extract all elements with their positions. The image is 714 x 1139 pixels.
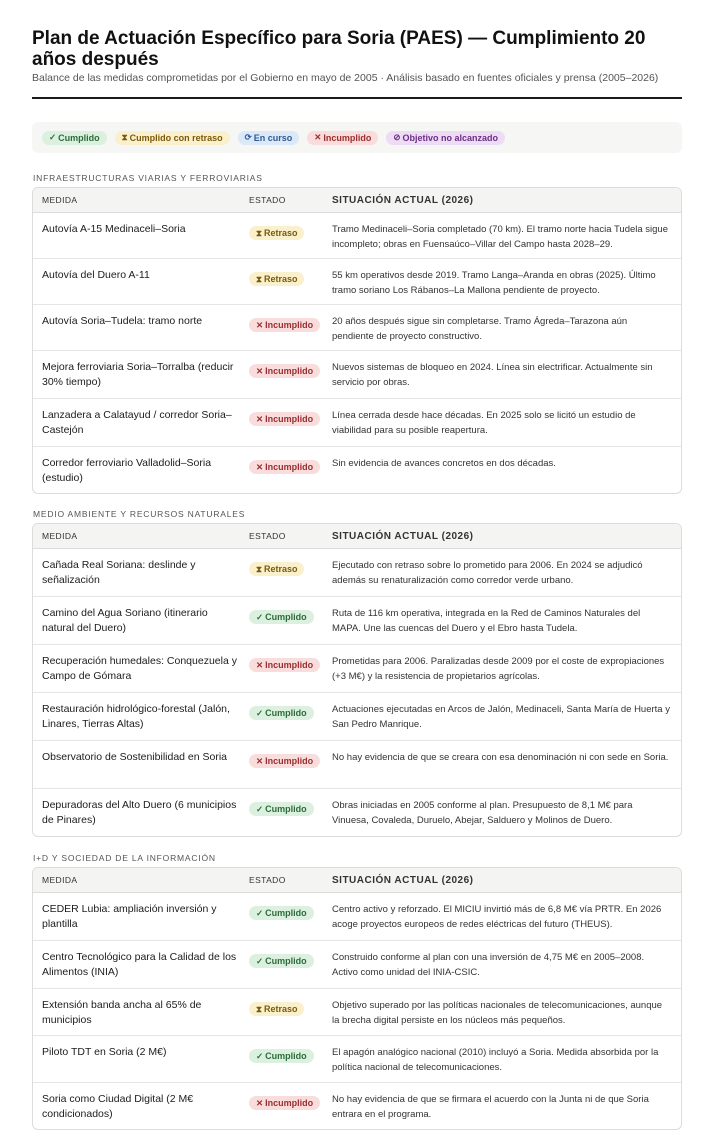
current-situation: Prometidas para 2006. Paralizadas desde 2009 por el coste de expropiaciones (+3 M€) y la resistencia de propietarios agrícolas. — [332, 656, 665, 682]
status-cell — [241, 693, 332, 740]
column-header-estado: ESTADO — [249, 875, 286, 885]
status-label: Cumplido — [265, 1051, 307, 1062]
table-row — [33, 1083, 681, 1129]
status-legend — [32, 122, 682, 153]
table-row — [33, 259, 681, 305]
measure-name: Autovía Soria–Tudela: tramo norte — [42, 315, 203, 327]
status-label: Incumplido — [265, 414, 314, 425]
column-header-situacion: SITUACIÓN ACTUAL (2026) — [332, 194, 474, 206]
status-badge-cumplido — [249, 706, 314, 720]
measure-name: Extensión banda ancha al 65% de municipios — [42, 999, 202, 1026]
table-row — [33, 1036, 681, 1083]
legend-item-cumplido — [42, 131, 107, 145]
legend-item-incumplido — [307, 131, 378, 145]
status-badge-cumplido — [249, 802, 314, 816]
status-cell — [241, 1036, 332, 1082]
table-row — [33, 351, 681, 399]
legend-item-retraso — [115, 131, 230, 145]
status-cell — [241, 259, 332, 304]
table-row — [33, 447, 681, 493]
check-icon: ✓ — [49, 132, 57, 143]
status-badge-cumplido — [249, 906, 314, 920]
status-label: Incumplido — [265, 756, 314, 767]
measure-name: CEDER Lubia: ampliación inversión y plantilla — [42, 903, 217, 930]
check-icon: ✓ — [256, 908, 264, 918]
current-situation: Ejecutado con retraso sobre lo prometido para 2006. En 2024 se adjudicó además su renaturalización como corredor verde urbano. — [332, 560, 643, 586]
hourglass-icon: ⧗ — [256, 274, 262, 284]
measure-name: Camino del Agua Soriano (itinerario natural del Duero) — [42, 607, 208, 634]
current-situation: Obras iniciadas en 2005 conforme al plan. Presupuesto de 8,1 M€ para Vinuesa, Covaleda, Duruelo, Abejar, Salduero y Molinos de Duero. — [332, 800, 633, 826]
measure-name: Mejora ferroviaria Soria–Torralba (reducir 30% tiempo) — [42, 361, 234, 388]
hourglass-icon: ⧗ — [256, 564, 262, 574]
status-badge-retraso — [249, 562, 304, 576]
table-row — [33, 399, 681, 447]
section-label: INFRAESTRUCTURAS VIARIAS Y FERROVIARIAS — [33, 173, 263, 183]
refresh-icon: ⟳ — [244, 132, 252, 143]
table-row — [33, 741, 681, 789]
current-situation: Sin evidencia de avances concretos en dos décadas. — [332, 458, 556, 469]
check-icon: ✓ — [256, 708, 264, 718]
status-label: Cumplido — [265, 804, 307, 815]
status-badge-incumplido — [249, 658, 320, 672]
page-subtitle: Balance de las medidas comprometidas por el Gobierno en mayo de 2005 · Análisis basado en fuentes oficiales y prensa (2005–2026) — [32, 72, 659, 84]
cross-icon: ✕ — [256, 756, 264, 766]
legend-item-noalcanzado — [386, 131, 505, 145]
status-cell — [241, 1083, 332, 1129]
cross-icon: ✕ — [256, 414, 264, 424]
status-cell — [241, 549, 332, 596]
status-cell — [241, 789, 332, 836]
measures-table — [32, 187, 682, 494]
cross-icon: ✕ — [256, 320, 264, 330]
status-cell — [241, 989, 332, 1035]
measure-name: Observatorio de Sostenibilidad en Soria — [42, 751, 228, 763]
table-row — [33, 213, 681, 259]
check-icon: ✓ — [256, 1051, 264, 1061]
status-label: Retraso — [263, 228, 298, 239]
status-cell — [241, 597, 332, 644]
status-badge-retraso — [249, 226, 304, 240]
check-icon: ✓ — [256, 804, 264, 814]
hourglass-icon: ⧗ — [256, 228, 262, 238]
status-label: Cumplido — [265, 612, 307, 623]
measure-name: Soria como Ciudad Digital (2 M€ condicionados) — [42, 1093, 194, 1120]
status-label: Incumplido — [323, 132, 372, 143]
cross-icon: ✕ — [256, 1098, 264, 1108]
measure-name: Restauración hidrológico-forestal (Jalón, Linares, Tierras Altas) — [42, 703, 230, 730]
hourglass-icon: ⧗ — [256, 1004, 262, 1014]
table-row — [33, 305, 681, 351]
status-label: En curso — [253, 132, 293, 143]
current-situation: 20 años después sigue sin completarse. Tramo Ágreda–Tarazona aún pendiente de proyecto constructivo. — [332, 316, 628, 342]
table-row — [33, 941, 681, 989]
measure-name: Autovía del Duero A-11 — [42, 269, 150, 281]
status-cell — [241, 645, 332, 692]
status-label: Cumplido con retraso — [129, 132, 223, 143]
status-badge-incumplido — [249, 318, 320, 332]
status-label: Objetivo no alcanzado — [402, 132, 499, 143]
current-situation: No hay evidencia de que se firmara el acuerdo con la Junta ni de que Soria entrara en el programa. — [332, 1094, 649, 1120]
current-situation: No hay evidencia de que se creara con esa denominación ni con sede en Soria. — [332, 752, 669, 763]
current-situation: Construido conforme al plan con una inversión de 4,75 M€ en 2005–2008. Activo como unidad del INIA-CSIC. — [332, 952, 645, 978]
status-label: Incumplido — [265, 320, 314, 331]
column-header-medida: MEDIDA — [42, 195, 78, 205]
current-situation: Línea cerrada desde hace décadas. En 2025 solo se licitó un estudio de viabilidad para su posible reapertura. — [332, 410, 636, 436]
status-cell — [241, 893, 332, 940]
status-label: Retraso — [263, 564, 298, 575]
table-row — [33, 789, 681, 836]
measures-table — [32, 523, 682, 837]
measure-name: Lanzadera a Calatayud / corredor Soria–Castejón — [42, 409, 232, 436]
current-situation: Actuaciones ejecutadas en Arcos de Jalón, Medinaceli, Santa María de Huerta y San Pedro Manrique. — [332, 704, 670, 730]
status-badge-cumplido — [249, 1049, 314, 1063]
status-label: Retraso — [263, 274, 298, 285]
column-header-estado: ESTADO — [249, 531, 286, 541]
status-badge-incumplido — [249, 1096, 320, 1110]
table-header — [33, 524, 681, 549]
table-row — [33, 549, 681, 597]
status-badge-incumplido — [249, 754, 320, 768]
measure-name: Depuradoras del Alto Duero (6 municipios de Pinares) — [42, 799, 237, 826]
status-label: Retraso — [263, 1004, 298, 1015]
status-cell — [241, 447, 332, 493]
column-header-medida: MEDIDA — [42, 531, 78, 541]
table-header — [33, 868, 681, 893]
status-badge-cumplido — [249, 954, 314, 968]
column-header-situacion: SITUACIÓN ACTUAL (2026) — [332, 874, 474, 886]
status-label: Incumplido — [265, 1098, 314, 1109]
current-situation: 55 km operativos desde 2019. Tramo Langa–Aranda en obras (2025). Último tramo soriano Los Rábanos–La Mallona pendiente de proyecto. — [332, 270, 656, 296]
column-header-situacion: SITUACIÓN ACTUAL (2026) — [332, 530, 474, 542]
measure-name: Cañada Real Soriana: deslinde y señalización — [42, 559, 196, 586]
status-badge-incumplido — [249, 364, 320, 378]
current-situation: Objetivo superado por las políticas nacionales de telecomunicaciones, aunque la brecha digital persiste en los núcleos más pequeños. — [332, 1000, 663, 1026]
status-cell — [241, 741, 332, 788]
current-situation: Tramo Medinaceli–Soria completado (70 km). El tramo norte hacia Tudela sigue incompleto; obras en Fuensaúco–Villar del Campo hasta 2028–29. — [332, 224, 669, 250]
measure-name: Autovía A-15 Medinaceli–Soria — [42, 223, 186, 235]
section-label: MEDIO AMBIENTE Y RECURSOS NATURALES — [33, 509, 246, 519]
column-header-estado: ESTADO — [249, 195, 286, 205]
table-row — [33, 597, 681, 645]
status-label: Incumplido — [265, 660, 314, 671]
status-cell — [241, 351, 332, 398]
table-row — [33, 645, 681, 693]
status-label: Incumplido — [265, 462, 314, 473]
measure-name: Recuperación humedales: Conquezuela y Campo de Gómara — [42, 655, 237, 682]
legend-item-curso — [238, 131, 300, 145]
status-badge-incumplido — [249, 460, 320, 474]
status-badge-cumplido — [249, 610, 314, 624]
status-badge-retraso — [249, 1002, 304, 1016]
status-label: Cumplido — [265, 708, 307, 719]
status-cell — [241, 305, 332, 350]
status-label: Incumplido — [265, 366, 314, 377]
column-header-medida: MEDIDA — [42, 875, 78, 885]
check-icon: ✓ — [256, 956, 264, 966]
prohibited-icon: ⊘ — [393, 132, 401, 143]
title-divider — [32, 97, 682, 99]
measure-name: Piloto TDT en Soria (2 M€) — [42, 1046, 167, 1058]
table-row — [33, 893, 681, 941]
table-header — [33, 188, 681, 213]
current-situation: Nuevos sistemas de bloqueo en 2024. Línea sin electrificar. Actualmente sin servicio por obras. — [332, 362, 653, 388]
measure-name: Corredor ferroviario Valladolid–Soria (estudio) — [42, 457, 212, 484]
table-row — [33, 693, 681, 741]
status-label: Cumplido — [58, 132, 100, 143]
status-label: Cumplido — [265, 908, 307, 919]
status-cell — [241, 213, 332, 258]
status-label: Cumplido — [265, 956, 307, 967]
measure-name: Centro Tecnológico para la Calidad de los Alimentos (INIA) — [42, 951, 237, 978]
cross-icon: ✕ — [256, 366, 264, 376]
check-icon: ✓ — [256, 612, 264, 622]
current-situation: Centro activo y reforzado. El MICIU invirtió más de 6,8 M€ vía PRTR. En 2026 acoge proyectos europeos de redes eléctricas del futuro (THEUS). — [332, 904, 662, 930]
cross-icon: ✕ — [256, 462, 264, 472]
current-situation: El apagón analógico nacional (2010) incluyó a Soria. Medida absorbida por la política nacional de telecomunicaciones. — [332, 1047, 659, 1073]
cross-icon: ✕ — [256, 660, 264, 670]
measures-table — [32, 867, 682, 1130]
table-row — [33, 989, 681, 1036]
cross-icon: ✕ — [314, 132, 322, 143]
status-cell — [241, 941, 332, 988]
status-cell — [241, 399, 332, 446]
hourglass-icon: ⧗ — [121, 132, 128, 143]
status-badge-retraso — [249, 272, 304, 286]
page-title: Plan de Actuación Específico para Soria (PAES) — Cumplimiento 20 años después — [32, 28, 646, 70]
current-situation: Ruta de 116 km operativa, integrada en la Red de Caminos Naturales del MAPA. Une las cuencas del Duero y el Ebro hasta Tudela. — [332, 608, 641, 634]
status-badge-incumplido — [249, 412, 320, 426]
section-label: I+D Y SOCIEDAD DE LA INFORMACIÓN — [33, 853, 216, 863]
